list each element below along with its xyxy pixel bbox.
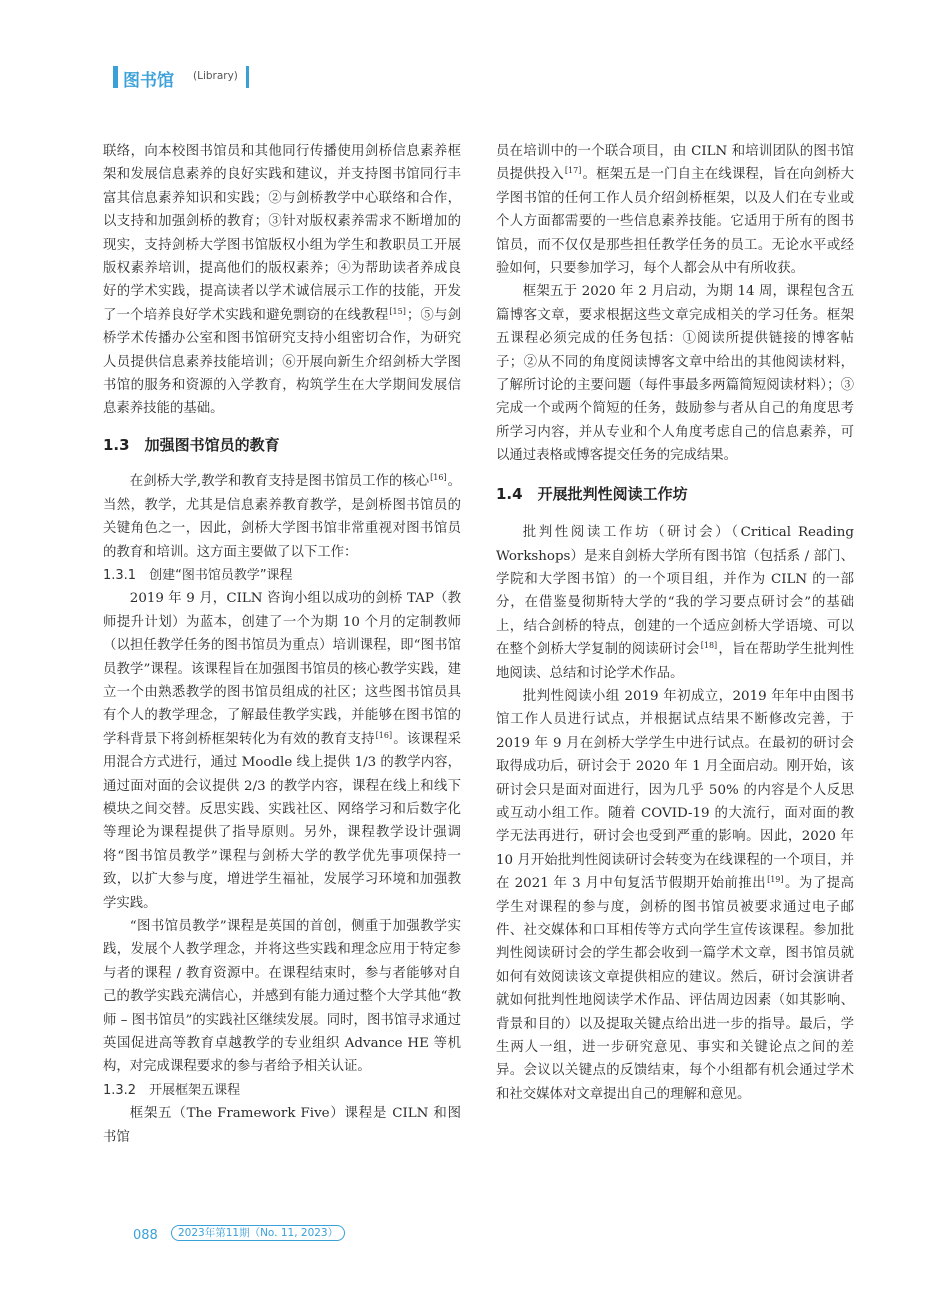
paragraph: 框架五（The Framework Five）课程是 CILN 和图书馆 xyxy=(103,1106,461,1145)
header-accent-bar xyxy=(113,66,118,88)
paragraph: 联络，向本校图书馆员和其他同行传播使用剑桥信息素养框架和发展信息素养的良好实践和建议，并支持图书馆同行丰富其信息素养知识和实践；②与剑桥教学中心联络和合作，以支持和加强剑桥的教育；③针对版权素养需求不断增加的现实，支持剑桥大学图书馆版权小组为学生和教职员工开展版权素养培训，提高他们的版权素养；④为帮助读者养成良好的学术实践，提高读者以学术诚信展示工作的技能，开发了一个培养良好学术实践和避免剽窃的在线教程[15]；⑤与剑桥学术传播办公室和图书馆研究支持小组密切合作，为研究人员提供信息素养技能培训；⑥开展向新生介绍剑桥大学图书馆的服务和资源的入学教育，构筑学生在大学期间发展信息素养技能的基础。 xyxy=(103,144,462,417)
right-column xyxy=(496,140,854,1106)
section-heading-1-3: 1.3 加强图书馆员的教育 xyxy=(103,435,280,454)
citation[interactable]: [15] xyxy=(389,306,406,316)
header-accent-bar-right xyxy=(246,66,249,88)
journal-logo: 图书馆 xyxy=(123,71,174,91)
paragraph: 批判性阅读工作坊（研讨会）（Critical Reading Workshops）是来自剑桥大学所有图书馆（包括系 / 部门、学院和大学图书馆）的一个项目组，并作为 CILN 的一部分，在借鉴曼彻斯特大学的“我的学习要点研讨会”的基础上，结合剑桥的特点，创建的一个适应剑桥大学语境、可以在整个剑桥大学复制的阅读研讨会[18]，旨在帮助学生批判性地阅读、总结和讨论学术作品。 xyxy=(496,525,855,681)
subsection-heading-1-3-2: 1.3.2 开展框架五课程 xyxy=(103,1082,241,1098)
paragraph: 框架五于 2020 年 2 月启动，为期 14 周，课程包含五篇博客文章，要求根据这些文章完成相关的学习任务。框架五课程必须完成的任务包括：①阅读所提供链接的博客帖子；②从不同的角度阅读博客文章中给出的其他阅读材料，了解所讨论的主要问题（每件事最多两篇简短阅读材料）；③完成一个或两个简短的任务，鼓励参与者从自己的角度思考所学习内容，并从专业和个人角度考虑自己的信息素养，可以通过表格或博客提交任务的完成结果。 xyxy=(496,284,854,464)
citation[interactable]: [18] xyxy=(700,641,718,651)
left-column xyxy=(103,140,461,1149)
section-heading-1-4: 1.4 开展批判性阅读工作坊 xyxy=(496,484,688,503)
issue-badge: 2023年第11期（No. 11, 2023） xyxy=(171,1225,345,1241)
journal-subtitle: (Library) xyxy=(193,70,238,82)
citation[interactable]: [17] xyxy=(564,166,582,176)
citation[interactable]: [16] xyxy=(430,473,447,483)
paragraph: 员在培训中的一个联合项目，由 CILN 和培训团队的图书馆员提供投入[17]。框架五是一门自主在线课程，旨在向剑桥大学图书馆的任何工作人员介绍剑桥框架，以及人们在专业或个人方面都需要的一些信息素养技能。它适用于所有的图书馆员，而不仅仅是那些担任教学任务的员工。无论水平或经验如何，只要参加学习，每个人都会从中有所收获。 xyxy=(496,144,855,277)
page-footer xyxy=(133,1224,339,1243)
page-number: 088 xyxy=(133,1228,158,1243)
subsection-heading-1-3-1: 1.3.1 创建“图书馆员教学”课程 xyxy=(103,567,293,583)
paragraph: 2019 年 9 月，CILN 咨询小组以成功的剑桥 TAP（教师提升计划）为蓝本，创建了一个为期 10 个月的定制教师（以担任教学任务的图书馆员为重点）培训课程，即“图书馆员教学”课程。该课程旨在加强图书馆员的核心教学实践，建立一个由熟悉教学的图书馆员组成的社区；这些图书馆员具有个人的教学理念，了解最佳教学实践，并能够在图书馆的学科背景下将剑桥框架转化为有效的教育支持[16]。该课程采用混合方式进行，通过 Moodle 线上提供 1/3 的教学内容，通过面对面的会议提供 2/3 的教学内容，课程在线上和线下模块之间交替。反思实践、实践社区、网络学习和后数字化等理论为课程提供了指导原则。另外，课程教学设计强调将“图书馆员教学”课程与剑桥大学的教学优先事项保持一致，以扩大参与度，增进学生福祉，发展学习环境和加强教学实践。 xyxy=(103,591,462,911)
citation[interactable]: [16] xyxy=(375,730,393,740)
paragraph: 在剑桥大学,教学和教育支持是图书馆员工作的核心[16]。当然，教学，尤其是信息素养教育教学，是剑桥图书馆员的关键角色之一，因此，剑桥大学图书馆非常重视对图书馆员的教育和培训。这方面主要做了以下工作： xyxy=(103,473,461,560)
paragraph: “图书馆员教学”课程是英国的首创，侧重于加强教学实践，发展个人教学理念，并将这些实践和理念应用于特定参与者的课程 / 教育资源中。在课程结束时，参与者能够对自己的教学实践充满信心，并感到有能力通过整个大学其他“教师 – 图书馆员”的实践社区继续发展。同时，图书馆寻求通过英国促进高等教育卓越教学的专业组织 Advance HE 等机构，对完成课程要求的参与者给予相关认证。 xyxy=(103,919,461,1075)
citation[interactable]: [19] xyxy=(767,875,784,885)
paragraph: 批判性阅读小组 2019 年初成立，2019 年年中由图书馆工作人员进行试点，并根据试点结果不断修改完善，于 2019 年 9 月在剑桥大学学生中进行试点。在最初的研讨会取得成功后，研讨会于 2020 年 1 月全面启动。刚开始，该研讨会只是面对面进行，因为几乎 50% 的内容是个人反思或互动小组工作。随着 COVID-19 的大流行，面对面的教学无法再进行，研讨会也受到严重的影响。因此，2020 年 10 月开始批判性阅读研讨会转变为在线课程的一个项目，并在 2021 年 3 月中旬复活节假期开始前推出[19]。为了提高学生对课程的参与度，剑桥的图书馆员被要求通过电子邮件、社交媒体和口耳相传等方式向学生宣传该课程。参加批判性阅读研讨会的学生都会收到一篇学术文章，图书馆员就如何有效阅读该文章提供相应的建议。然后，研讨会演讲者就如何批判性地阅读学术作品、评估周边因素（如其影响、背景和目的）以及提取关键点给出进一步的指导。最后，学生两人一组，进一步研究意见、事实和关键论点之间的差异。会议以关键点的反馈结束，每个小组都有机会通过学术和社交媒体对文章提出自己的理解和意见。 xyxy=(496,688,854,1102)
